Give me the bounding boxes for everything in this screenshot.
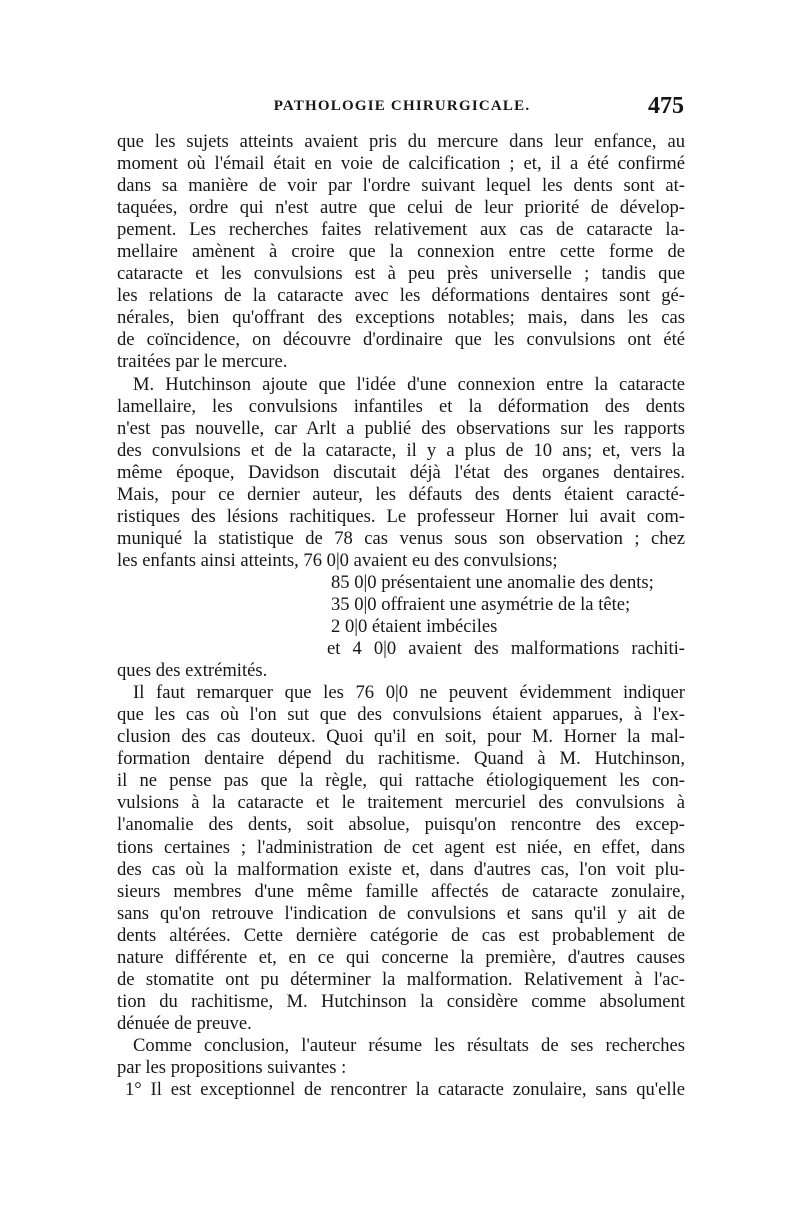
text-line: moment où l'émail était en voie de calcification ; et, il a été confirmé xyxy=(117,153,685,175)
text-line: clusion des cas douteux. Quoi qu'il en soit, pour M. Horner la mal- xyxy=(117,726,685,748)
text-line: que les sujets atteints avaient pris du mercure dans leur enfance, au xyxy=(117,131,685,152)
text-line: nérales, bien qu'offrant des exceptions notables; mais, dans les cas xyxy=(117,307,685,329)
text-line: Mais, pour ce dernier auteur, les défauts des dents étaient caracté- xyxy=(117,483,685,505)
text-line: et 4 0|0 avaient des malformations rachiti- xyxy=(327,638,685,660)
text-line: même époque, Davidson discutait déjà l'état des organes dentaires. xyxy=(117,461,685,483)
text-line: tions certaines ; l'administration de cet agent est niée, en effet, dans xyxy=(117,836,685,858)
text-line: ristiques des lésions rachitiques. Le professeur Horner lui avait com- xyxy=(117,505,685,527)
text-line: muniqué la statistique de 78 cas venus sous son observation ; chez xyxy=(117,527,685,549)
text-line: par les propositions suivantes : xyxy=(117,1056,347,1078)
text-line: dans sa manière de voir par l'ordre suivant lequel les dents sont at- xyxy=(117,175,685,197)
text-line: taquées, ordre qui n'est autre que celui de leur priorité de dévelop- xyxy=(117,197,685,219)
text-line: tion du rachitisme, M. Hutchinson la considère comme absolument xyxy=(117,990,685,1012)
text-line: sans qu'on retrouve l'indication de convulsions et sans qu'il y ait de xyxy=(117,902,685,924)
text-line: 35 0|0 offraient une asymétrie de la tête; xyxy=(331,593,631,615)
text-line: Il faut remarquer que les 76 0|0 ne peuvent évidemment indiquer xyxy=(133,682,685,704)
text-line: de coïncidence, on découvre d'ordinaire que les convulsions ont été xyxy=(117,329,685,351)
text-line: ques des extrémités. xyxy=(117,660,268,682)
text-line: des cas où la malformation existe et, dans d'autres cas, l'on voit plu- xyxy=(117,858,685,880)
text-line: dénuée de preuve. xyxy=(117,1012,252,1034)
running-title: PATHOLOGIE CHIRURGICALE. xyxy=(273,98,531,114)
text-line: les relations de la cataracte avec les déformations dentaires sont gé- xyxy=(117,285,685,307)
text-line: que les cas où l'on sut que des convulsions étaient apparues, à l'ex- xyxy=(117,704,685,726)
text-line: 1° Il est exceptionnel de rencontrer la cataracte zonulaire, sans qu'elle xyxy=(125,1079,685,1101)
text-line: 2 0|0 étaient imbéciles xyxy=(331,616,498,638)
text-line: mellaire amènent à croire que la connexion entre cette forme de xyxy=(117,241,685,263)
text-line: M. Hutchinson ajoute que l'idée d'une connexion entre la cataracte xyxy=(133,373,685,395)
text-line: il ne pense pas que la règle, qui rattache étiologiquement les con- xyxy=(117,770,685,792)
text-line: n'est pas nouvelle, car Arlt a publié des observations sur les rapports xyxy=(117,417,685,439)
text-line: nature différente et, en ce qui concerne la première, d'autres causes xyxy=(117,946,685,968)
text-line: cataracte et les convulsions est à peu près universelle ; tandis que xyxy=(117,263,685,285)
text-line: formation dentaire dépend du rachitisme. Quand à M. Hutchinson, xyxy=(117,748,685,770)
text-line: vulsions à la cataracte et le traitement mercuriel des convulsions à xyxy=(117,792,685,814)
text-line: sieurs membres d'une même famille affectés de cataracte zonulaire, xyxy=(117,880,685,902)
text-line: 85 0|0 présentaient une anomalie des dents; xyxy=(331,571,654,593)
body-text xyxy=(117,131,685,1101)
text-line: dents altérées. Cette dernière catégorie de cas est probablement de xyxy=(117,924,685,946)
text-line: les enfants ainsi atteints, 76 0|0 avaient eu des convulsions; xyxy=(117,549,558,571)
text-line: Comme conclusion, l'auteur résume les résultats de ses recherches xyxy=(133,1034,685,1056)
page-number: 475 xyxy=(648,93,684,119)
text-line: traitées par le mercure. xyxy=(117,351,288,373)
text-line: lamellaire, les convulsions infantiles et la déformation des dents xyxy=(117,395,685,417)
text-line: pement. Les recherches faites relativement aux cas de cataracte la- xyxy=(117,219,685,241)
text-line: l'anomalie des dents, soit absolue, puisqu'on rencontre des excep- xyxy=(117,814,685,836)
text-line: de stomatite ont pu déterminer la malformation. Relativement à l'ac- xyxy=(117,968,685,990)
page-header xyxy=(118,93,686,126)
text-line: des convulsions et de la cataracte, il y a plus de 10 ans; et, vers la xyxy=(117,439,685,461)
